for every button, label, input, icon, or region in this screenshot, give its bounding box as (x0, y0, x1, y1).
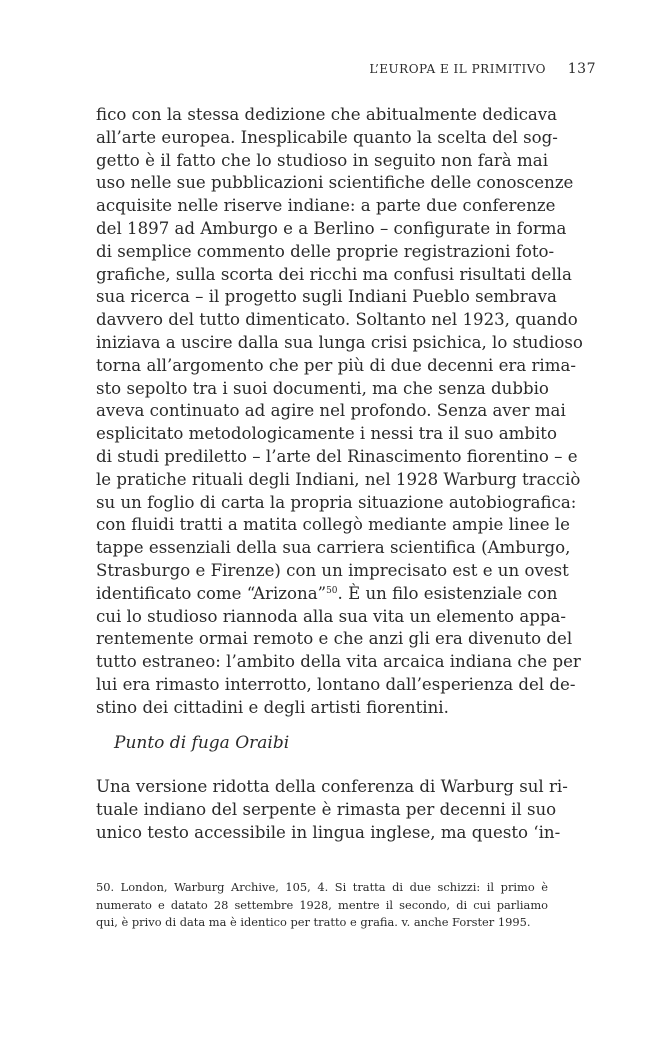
footnote-line: qui, è privo di data ma è identico per tratto e grafia. v. anche Forster 1995. (96, 915, 531, 930)
text-line: Strasburgo e Firenze) con un imprecisato est e un ovest (96, 560, 569, 580)
text-line: con fluidi tratti a matita collegò mediante ampie linee le (96, 515, 570, 535)
text-line: le pratiche rituali degli Indiani, nel 1928 Warburg tracciò (96, 469, 581, 489)
text-line: torna all’argomento che per più di due decenni era rima- (96, 355, 576, 375)
text-line: tutto estraneo: l’ambito della vita arcaica indiana che per (96, 652, 581, 672)
text-line: iniziava a uscire dalla sua lunga crisi psichica, lo studioso (96, 332, 583, 352)
footnote-reference[interactable]: 50 (326, 585, 338, 596)
text-line: stino dei cittadini e degli artisti fiorentini. (96, 697, 449, 717)
section-heading: Punto di fuga Oraibi (114, 733, 290, 753)
text-line: getto è il fatto che lo studioso in seguito non farà mai (96, 150, 548, 170)
text-line: lui era rimasto interrotto, lontano dall’esperienza del de- (96, 674, 576, 694)
text-line: grafiche, sulla scorta dei ricchi ma confusi risultati della (96, 264, 572, 284)
text-line: esplicitato metodologicamente i nessi tra il suo ambito (96, 424, 557, 444)
footnote-line: numerato e datato 28 settembre 1928, mentre il secondo, di cui parliamo (96, 897, 548, 912)
text-line: cui lo studioso riannoda alla sua vita un elemento appa- (96, 606, 566, 626)
text-fragment: . È un filo esistenziale con (337, 583, 558, 603)
text-line: su un foglio di carta la propria situazione autobiografica: (96, 492, 577, 512)
text-line: sto sepolto tra i suoi documenti, ma che senza dubbio (96, 378, 549, 398)
text-line: unico testo accessibile in lingua inglese, ma questo ‘in- (96, 822, 561, 842)
text-line: tuale indiano del serpente è rimasta per decenni il suo (96, 799, 557, 819)
text-line: acquisite nelle riserve indiane: a parte due conferenze (96, 196, 556, 216)
running-head-title: L’EUROPA E IL PRIMITIVO (369, 62, 546, 76)
body-paragraph-1 (96, 104, 583, 720)
footnote (96, 879, 548, 932)
text-line: di semplice commento delle proprie registrazioni foto- (96, 241, 555, 261)
body-paragraph-2 (96, 776, 568, 844)
text-line: del 1897 ad Amburgo e a Berlino – configurate in forma (96, 218, 567, 238)
text-line: tappe essenziali della sua carriera scientifica (Amburgo, (96, 538, 571, 558)
text-line: all’arte europea. Inesplicabile quanto la scelta del sog- (96, 127, 558, 147)
text-line: rentemente ormai remoto e che anzi gli era divenuto del (96, 629, 573, 649)
text-line: uso nelle sue pubblicazioni scientifiche delle conoscenze (96, 173, 574, 193)
text-line: fico con la stessa dedizione che abitualmente dedicava (96, 105, 558, 124)
text-line: sua ricerca – il progetto sugli Indiani Pueblo sembrava (96, 287, 557, 307)
running-head (96, 62, 596, 82)
text-line: davvero del tutto dimenticato. Soltanto nel 1923, quando (96, 310, 578, 330)
text-line: Una versione ridotta della conferenza di Warburg sul ri- (96, 777, 568, 796)
footnote-line: 50. London, Warburg Archive, 105, 4. Si tratta di due schizzi: il primo è (96, 880, 548, 894)
text-fragment: identificato come “Arizona” (96, 583, 327, 603)
text-line: di studi prediletto – l’arte del Rinascimento fiorentino – e (96, 446, 578, 466)
text-line-with-footnote-ref (96, 583, 558, 606)
text-line: aveva continuato ad agire nel profondo. Senza aver mai (96, 401, 566, 421)
page-number: 137 (567, 61, 596, 77)
